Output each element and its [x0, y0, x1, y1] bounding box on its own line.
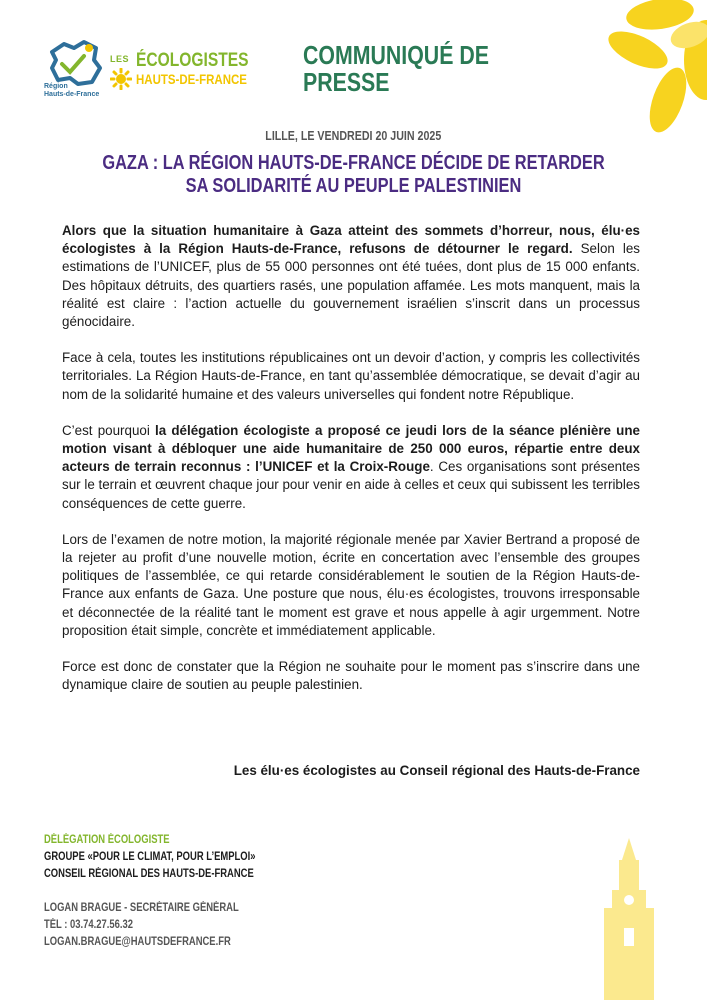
region-logo-label [44, 83, 99, 99]
footer-email: LOGAN.BRAGUE@HAUTSDEFRANCE.FR [44, 936, 231, 948]
eco-logo-sub: HAUTS-DE-FRANCE [136, 71, 247, 87]
press-release-title [303, 42, 489, 96]
belfry-decoration-icon [592, 838, 667, 1000]
sunflower-icon [110, 68, 132, 90]
headline-line1: GAZA : LA RÉGION HAUTS-DE-FRANCE DÉCIDE DE RETARDER [102, 152, 605, 174]
footer-delegation: DÉLÉGATION ÉCOLOGISTE [44, 834, 170, 846]
paragraph-2: Face à cela, toutes les institutions républicaines ont un devoir d’action, y compris les collectivités territoriales. La Région Hauts-de-France, en tant qu’assemblée démocratique, se devait d’agir au nom de la solidarité humaine et des valeurs universelles qui fondent notre République. [62, 350, 640, 402]
les-ecologistes-logo [110, 50, 250, 94]
eco-logo-main: ÉCOLOGISTES [136, 50, 249, 71]
eco-logo-les: LES [110, 54, 130, 64]
headline-line2: SA SOLIDARITÉ AU PEUPLE PALESTINIEN [185, 175, 522, 197]
paragraph-3 [62, 422, 640, 513]
paragraph-4: Lors de l’examen de notre motion, la majorité régionale menée par Xavier Bertrand a proposé de la rejeter au profit d’une nouvelle motion, écrite en concertation avec l’ensemble des groupes politiques de l’assemblée, ce qui retarde considérablement le soutien de la Région Hauts-de-France aux enfants de Gaza. Une posture que nous, élu·es écologistes, trouvons irresponsable et déconnectée de la réalité tant le moment est grave et nous appelle à agir urgemment. Notre proposition était simple, concrète et immédiatement applicable. [62, 531, 640, 638]
paragraph-3-rest: . Ces organisations sont présentes sur le terrain et œuvrent chaque jour pour venir en aide à celles et ceux qui subissent les terribles conséquences de cette guerre. [62, 459, 640, 511]
footer-conseil: CONSEIL RÉGIONAL DES HAUTS-DE-FRANCE [44, 868, 254, 880]
footer-phone: TÉL : 03.74.27.56.32 [44, 919, 133, 931]
dateline: LILLE, LE VENDREDI 20 JUIN 2025 [265, 128, 442, 143]
press-title-line2: PRESSE [303, 67, 390, 97]
paragraph-3-bold: la délégation écologiste a proposé ce jeudi lors de la séance plénière une motion visant à débloquer une aide humanitaire de 250 000 euros, répartie entre deux acteurs de terrain reconnus : l’UNICEF et la Croix-Rouge [62, 422, 640, 475]
paragraph-3-start: C’est pourquoi [62, 422, 156, 438]
sunflower-decoration-icon [590, 0, 707, 140]
press-title-line1: COMMUNIQUÉ DE [303, 40, 489, 70]
region-label-line2: Hauts-de-France [44, 91, 100, 98]
region-label-line1: Région [44, 83, 68, 90]
paragraph-1 [62, 222, 640, 331]
headline [0, 152, 707, 198]
press-release-body [62, 222, 640, 712]
footer-contact-name: LOGAN BRAGUE - SECRÉTAIRE GÉNÉRAL [44, 902, 239, 914]
paragraph-5: Force est donc de constater que la Région ne souhaite pour le moment pas s’inscrire dans une dynamique claire de soutien au peuple palestinien. [62, 659, 640, 693]
footer-groupe: GROUPE «POUR LE CLIMAT, POUR L’EMPLOI» [44, 851, 256, 863]
signature: Les élu·es écologistes au Conseil régional des Hauts-de-France [233, 763, 640, 778]
paragraph-1-bold: Alors que la situation humanitaire à Gaza atteint des sommets d’horreur, nous, élu·es écologistes à la Région Hauts-de-France, refusons de détourner le regard. [62, 223, 640, 257]
paragraph-1-rest: Selon les estimations de l’UNICEF, plus de 55 000 personnes ont été tuées, dont plus de 15 000 enfants. Des hôpitaux détruits, des quartiers rasés, une population affamée. Les mots manquent, mais la réalité est claire : l’action actuelle du gouvernement israélien s’inscrit dans un processus génocidaire. [62, 241, 641, 330]
